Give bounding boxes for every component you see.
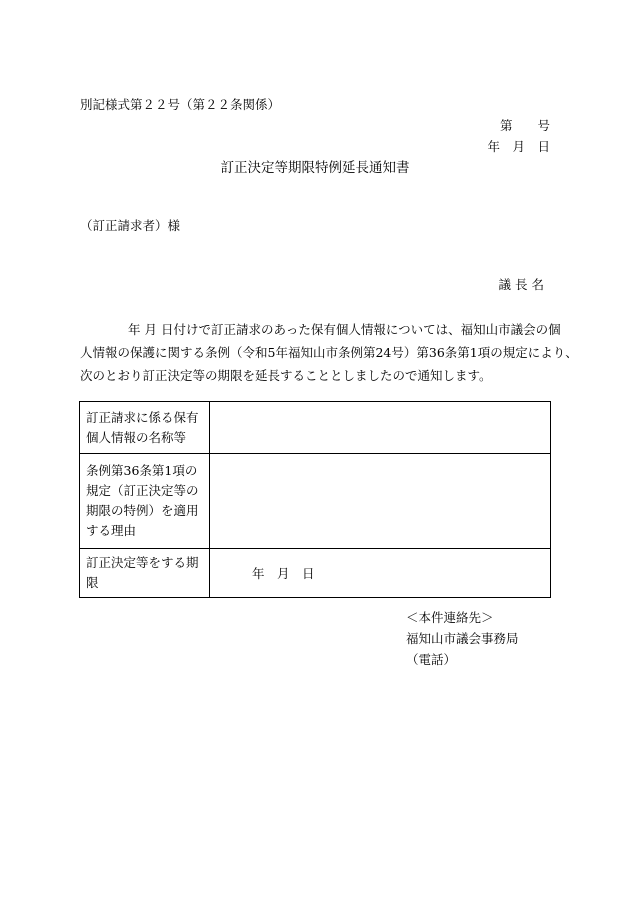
- table-row: [80, 402, 551, 454]
- row-label-deadline: [80, 549, 210, 598]
- info-table: [79, 401, 551, 598]
- document-number-line: 第 号: [499, 118, 550, 133]
- label-line: 訂正請求に係る保有: [86, 409, 199, 425]
- label-line: 条例第36条第1項の: [86, 463, 198, 478]
- contact-office: 福知山市議会事務局: [406, 631, 519, 646]
- document-date-line: 年 月 日: [487, 139, 550, 154]
- row-value-info-name: [210, 402, 551, 454]
- body-paragraph: [80, 318, 578, 387]
- row-label-reason: [80, 454, 210, 549]
- label-line: 規定（訂正決定等の: [86, 483, 199, 498]
- label-line: 期限の特例）を適用: [86, 503, 199, 518]
- body-line-1: 年 月 日付けで訂正請求のあった保有個人情報については、福知山市議会の個: [128, 322, 561, 337]
- label-line: 個人情報の名称等: [86, 429, 187, 445]
- form-reference: 別記様式第２２号（第２２条関係）: [80, 97, 281, 112]
- document-title: 訂正決定等期限特例延長通知書: [220, 160, 410, 176]
- contact-phone: （電話）: [406, 652, 457, 667]
- row-value-reason: [210, 454, 551, 549]
- label-line: する理由: [86, 523, 137, 538]
- addressee: （訂正請求者）様: [80, 218, 181, 233]
- contact-heading: ＜本件連絡先＞: [406, 610, 494, 625]
- label-line: 限: [86, 575, 99, 590]
- table-row: [80, 454, 551, 549]
- body-line-2: 人情報の保護に関する条例（令和5年福知山市条例第24号）第36条第1項の規定により、: [80, 345, 578, 360]
- label-line: 訂正決定等をする期: [86, 555, 199, 570]
- body-line-3: 次のとおり訂正決定等の期限を延長することとしましたので通知します。: [80, 368, 492, 383]
- row-label-info-name: [80, 402, 210, 454]
- row-value-deadline: 年 月 日: [210, 549, 551, 598]
- contact-block: [406, 607, 519, 670]
- table-row: [80, 549, 551, 598]
- sender-name: 議 長 名: [498, 277, 544, 292]
